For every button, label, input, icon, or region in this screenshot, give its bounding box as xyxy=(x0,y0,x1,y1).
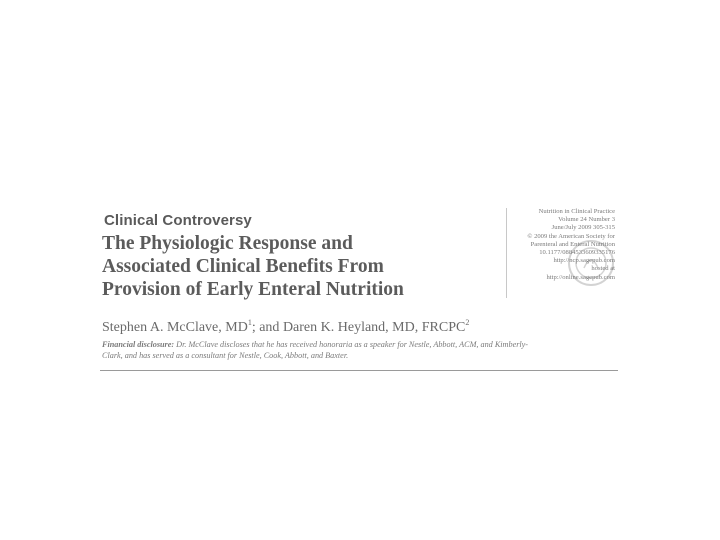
affiliation-marker: 2 xyxy=(465,318,470,327)
title-line: Provision of Early Enteral Nutrition xyxy=(102,279,404,300)
journal-info-line: June/July 2009 305-315 xyxy=(551,224,615,232)
author-separator: ; and xyxy=(251,320,283,335)
financial-disclosure xyxy=(102,339,542,361)
disclosure-text: Dr. McClave discloses that he has received honoraria as a speaker for Nestle, Abbott, ACM, and Kimberly-Clark, and has served as a consultant for Nestle, Cook, Abbott, and Baxter. xyxy=(102,340,529,360)
title-line: The Physiologic Response and xyxy=(102,233,353,254)
journal-info-line: 10.1177/0884533609335176 xyxy=(539,249,615,257)
divider-rule xyxy=(100,370,618,371)
journal-info-line: Volume 24 Number 3 xyxy=(558,216,615,224)
title-line: Associated Clinical Benefits From xyxy=(102,256,384,277)
journal-info-line: Nutrition in Clinical Practice xyxy=(538,208,615,215)
author-name: Stephen A. McClave, MD xyxy=(102,320,248,335)
article-header-clipping xyxy=(100,206,618,372)
affiliation-marker: 1 xyxy=(247,318,252,327)
journal-info-line: hosted at xyxy=(591,265,615,273)
publisher-seal-icon xyxy=(566,238,616,288)
section-label: Clinical Controversy xyxy=(104,212,252,229)
author-line xyxy=(102,318,469,336)
journal-info-line: http://ncp.sagepub.com xyxy=(553,257,615,265)
article-title xyxy=(102,232,502,301)
journal-info-line: Parenteral and Enteral Nutrition xyxy=(530,240,615,248)
journal-info-line: http://online.sagepub.com xyxy=(546,273,615,281)
author-name: Daren K. Heyland, MD, FRCPC xyxy=(282,320,466,335)
disclosure-label: Financial disclosure: xyxy=(102,340,175,349)
journal-info-line: © 2009 the American Society for xyxy=(527,232,615,240)
